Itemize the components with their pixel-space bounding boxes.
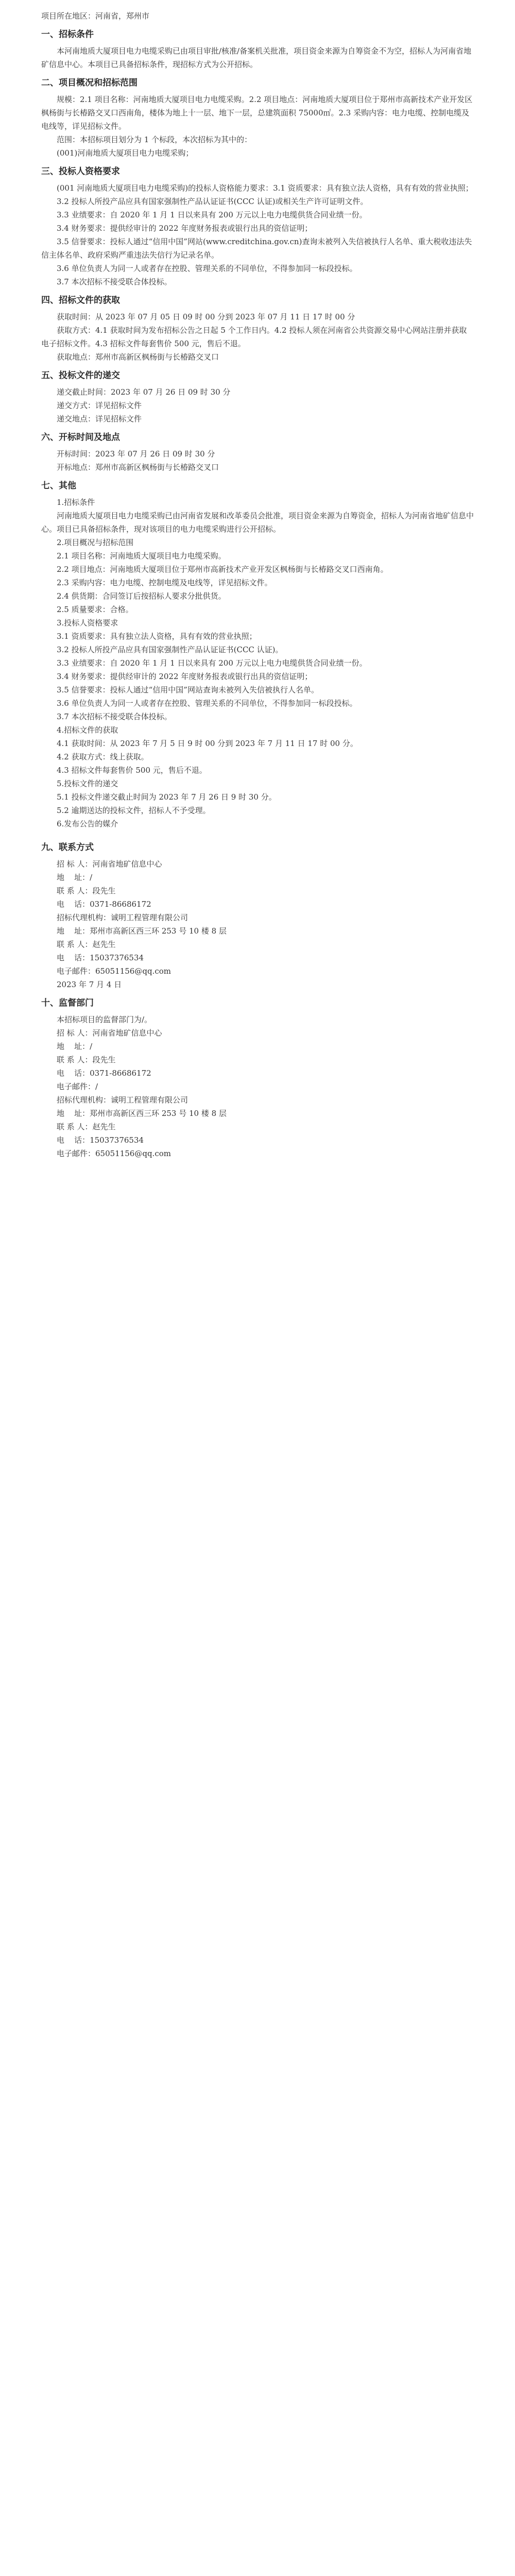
contact-line: 电子邮件：65051156@qq.com: [57, 1149, 171, 1158]
section-title: 六、开标时间及地点: [41, 432, 120, 443]
section-text: 3.6 单位负责人为同一人或者存在控股、管理关系的不同单位，不得参加同一标段投标。: [57, 699, 357, 708]
section-text: 开标时间：2023 年 07 月 26 日 09 时 30 分: [57, 449, 215, 459]
contact-line: 联 系 人：段先生: [57, 1055, 116, 1064]
section-text: 3.3 业绩要求：自 2020 年 1 月 1 日以来具有 200 万元以上电力电缆供货合同业绩一份。: [57, 658, 367, 668]
contact-line: 招 标 人：河南省地矿信息中心: [57, 859, 162, 869]
section-text: (001)河南地质大厦项目电力电缆采购；: [57, 148, 194, 158]
section-title: 一、招标条件: [41, 29, 94, 40]
section-text: 3.3 业绩要求：自 2020 年 1 月 1 日以来具有 200 万元以上电力电缆供货合同业绩一份。: [57, 210, 367, 219]
section-text: 3.1 资质要求：具有独立法人资格，具有有效的营业执照；: [57, 632, 257, 641]
section-title: 四、招标文件的获取: [41, 295, 120, 306]
contact-line: 地 址：郑州市高新区西三环 253 号 10 楼 8 层: [57, 926, 227, 936]
contact-line: 电 话：0371-86686172: [57, 1069, 151, 1078]
section-text: 3.4 财务要求：提供经审计的 2022 年度财务报表或银行出具的资信证明；: [57, 224, 313, 233]
section-text: 4.1 获取时间：从 2023 年 7 月 5 日 9 时 00 分到 2023 年 7 月 11 日 17 时 00 分。: [57, 739, 358, 748]
section-3: [41, 163, 474, 289]
section-text: 获取地点：郑州市高新区枫杨街与长椿路交叉口: [57, 352, 219, 362]
section-title: 三、投标人资格要求: [41, 166, 120, 177]
section-title: 五、投标文件的递交: [41, 370, 120, 381]
section-4: [41, 292, 474, 364]
header-line: 项目所在地区：河南省，郑州市: [41, 11, 150, 21]
section-text: 递交方式：详见招标文件: [57, 401, 142, 410]
section-text: 5.2 逾期送达的投标文件，招标人不予受理。: [57, 806, 211, 815]
contact-line: 电 话：15037376534: [57, 1136, 144, 1145]
contact-section: [41, 839, 474, 991]
section-text: 获取时间：从 2023 年 07 月 05 日 09 时 00 分到 2023 年 07 月 11 日 17 时 00 分: [57, 312, 355, 321]
section-text: 本河南地质大厦项目电力电缆采购已由项目审批/核准/备案机关批准，项目资金来源为自筹资金不为空，招标人为河南省地矿信息中心。本项目已具备招标条件，现招标方式为公开招标。: [41, 46, 472, 69]
section-text: 4.3 招标文件每套售价 500 元，售后不退。: [57, 766, 207, 775]
contact-line: 招标代理机构：诚明工程管理有限公司: [57, 1095, 188, 1105]
section-text: 3.7 本次招标不接受联合体投标。: [57, 277, 172, 286]
document-body: [41, 9, 474, 1160]
section-1: [41, 26, 474, 71]
section-text: 范围：本招标项目划分为 1 个标段，本次招标为其中的：: [57, 135, 252, 144]
section-text: 3.投标人资格要求: [57, 618, 118, 628]
contact-line: 地 址：/: [57, 873, 93, 882]
contact-line: 电子邮件：65051156@qq.com: [57, 967, 171, 976]
contact-line: 本招标项目的监督部门为/。: [57, 1015, 152, 1024]
supervision-section: [41, 994, 474, 1160]
section-title: 九、联系方式: [41, 842, 94, 853]
section-text: 3.7 本次招标不接受联合体投标。: [57, 712, 172, 721]
section-text: 3.5 信誉要求：投标人通过“信用中国”网站查询未被列入失信被执行人名单。: [57, 685, 319, 694]
section-title: 二、项目概况和招标范围: [41, 78, 138, 88]
contact-line: 联 系 人：段先生: [57, 886, 116, 895]
section-text: 4.2 获取方式：线上获取。: [57, 752, 149, 761]
section-text: 2.项目概况与招标范围: [57, 538, 134, 547]
section-text: 6.发布公告的媒介: [57, 819, 118, 828]
section-5: [41, 367, 474, 426]
section-6: [41, 429, 474, 474]
section-title: 七、其他: [41, 481, 76, 491]
section-text: 1.招标条件: [57, 498, 95, 507]
contact-line: 电 话：15037376534: [57, 953, 144, 962]
section-text: 河南地质大厦项目电力电缆采购已由河南省发展和改革委员会批准，项目资金来源为自筹资金，招标人为河南省地矿信息中心。项目已具备招标条件，现对该项目的电力电缆采购进行公开招标。: [41, 511, 474, 534]
contact-line: 电 话：0371-86686172: [57, 900, 151, 909]
section-text: 2.5 质量要求：合格。: [57, 605, 133, 614]
contact-line: 地 址：/: [57, 1042, 93, 1051]
contact-line: 2023 年 7 月 4 日: [57, 980, 122, 989]
contact-line: 招标代理机构：诚明工程管理有限公司: [57, 913, 188, 922]
section-text: 3.6 单位负责人为同一人或者存在控股、管理关系的不同单位，不得参加同一标段投标。: [57, 264, 357, 273]
section-text: 递交地点：详见招标文件: [57, 414, 142, 423]
section-7: [41, 477, 474, 831]
section-text: 2.2 项目地点：河南地质大厦项目位于郑州市高新技术产业开发区枫杨街与长椿路交叉口西南角。: [57, 565, 388, 574]
contact-line: 联 系 人：赵先生: [57, 940, 116, 949]
section-text: 5.1 投标文件递交截止时间为 2023 年 7 月 26 日 9 时 30 分。: [57, 792, 277, 802]
section-text: 获取方式：4.1 获取时间为发布招标公告之日起 5 个工作日内。4.2 投标人须在河南省公共资源交易中心网站注册并获取电子招标文件。4.3 招标文件每套售价 500 元，售后不退。: [41, 326, 467, 348]
contact-line: 电子邮件：/: [57, 1082, 98, 1091]
section-text: 开标地点：郑州市高新区枫杨街与长椿路交叉口: [57, 463, 219, 472]
contact-line: 联 系 人：赵先生: [57, 1122, 116, 1131]
section-text: 3.5 信誉要求：投标人通过“信用中国”网站(www.creditchina.gov.cn)查询未被列入失信被执行人名单、重大税收违法失信主体名单、政府采购严重违法失信行为记录名单。: [41, 237, 472, 260]
section-text: 3.2 投标人所投产品应具有国家强制性产品认证证书(CCC 认证)或相关生产许可证明文件。: [57, 197, 368, 206]
section-text: 规模：2.1 项目名称：河南地质大厦项目电力电缆采购。2.2 项目地点：河南地质大厦项目位于郑州市高新技术产业开发区枫杨街与长椿路交叉口西南角，楼体为地上十一层、地下一层，总建筑面积 75000㎡。2.3 采购内容：电力电缆、控制电缆及电线等，详见招标文件。: [41, 95, 473, 131]
section-text: 递交截止时间：2023 年 07 月 26 日 09 时 30 分: [57, 387, 231, 397]
section-title: 十、监督部门: [41, 998, 94, 1008]
section-text: 4.招标文件的获取: [57, 725, 118, 735]
section-text: 2.3 采购内容：电力电缆、控制电缆及电线等，详见招标文件。: [57, 578, 272, 587]
section-text: 3.4 财务要求：提供经审计的 2022 年度财务报表或银行出具的资信证明；: [57, 672, 313, 681]
contact-line: 招 标 人：河南省地矿信息中心: [57, 1028, 162, 1038]
section-text: (001 河南地质大厦项目电力电缆采购)的投标人资格能力要求：3.1 资质要求：具有独立法人资格，具有有效的营业执照；: [57, 183, 473, 193]
section-text: 2.1 项目名称：河南地质大厦项目电力电缆采购。: [57, 551, 226, 561]
section-2: [41, 74, 474, 160]
section-text: 3.2 投标人所投产品应具有国家强制性产品认证证书(CCC 认证)。: [57, 645, 283, 654]
contact-line: 地 址：郑州市高新区西三环 253 号 10 楼 8 层: [57, 1109, 227, 1118]
section-text: 2.4 供货期：合同签订后按招标人要求分批供货。: [57, 591, 226, 601]
section-text: 5.投标文件的递交: [57, 779, 118, 788]
